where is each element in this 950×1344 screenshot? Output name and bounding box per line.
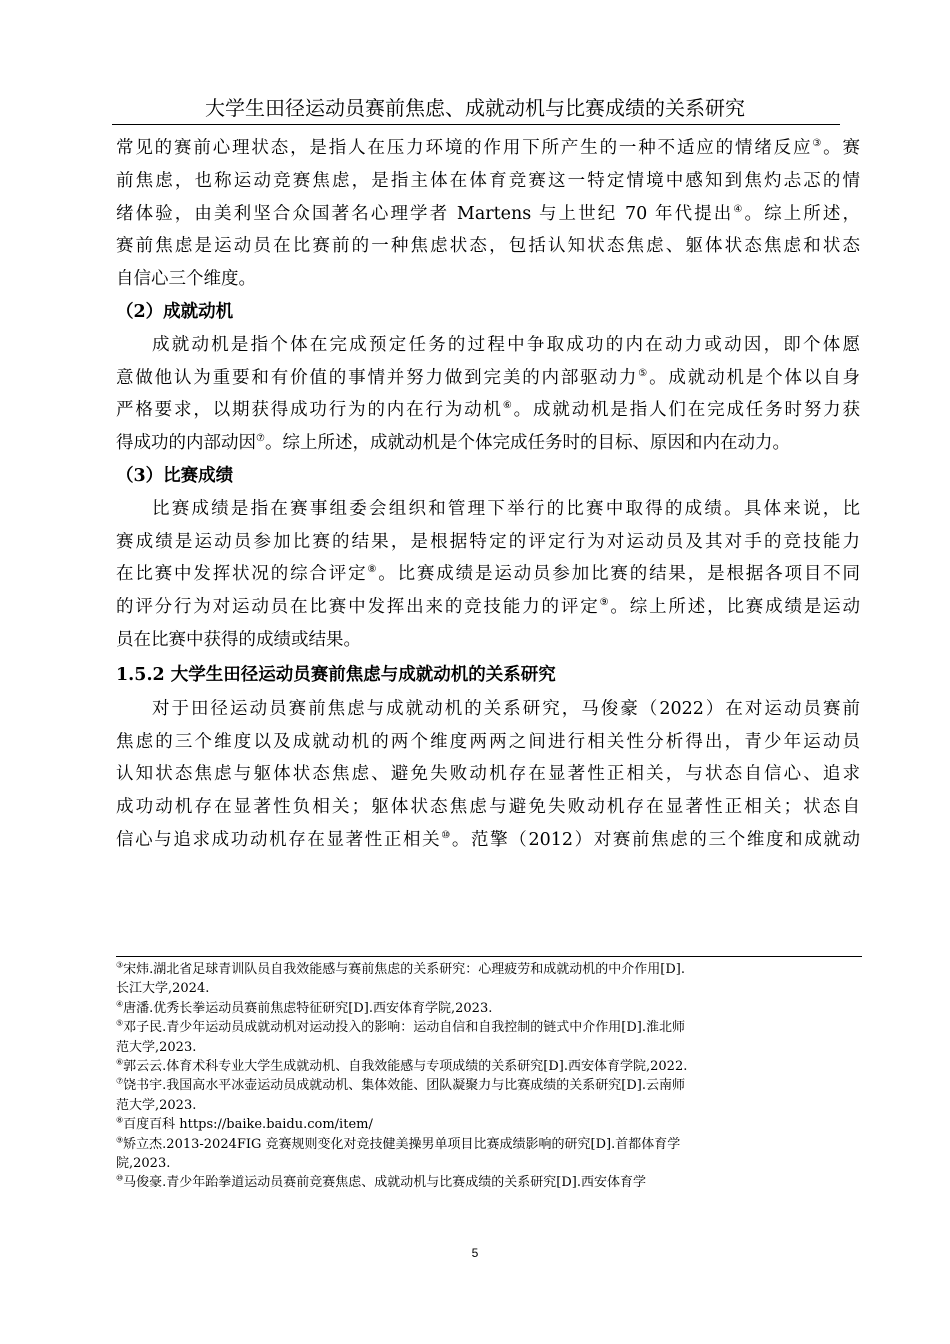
paragraph-line: 意做他认为重要和有价值的事情并努力做到完美的内部驱动力⑤。成就动机是个体以自身 xyxy=(116,367,861,388)
paragraph-line: 常见的赛前心理状态，是指人在压力环境的作用下所产生的一种不适应的情绪反应③。赛 xyxy=(116,138,860,158)
footnotes xyxy=(116,960,862,1193)
footnote-ref[interactable]: ⑥ xyxy=(502,400,514,412)
paragraph-line: 绪体验，由美利坚合众国著名心理学者 Martens 与上世纪 70 年代提出④。综上所述， xyxy=(116,203,861,224)
footnote-ref[interactable]: ⑩ xyxy=(441,830,452,842)
paragraph-line: 赛成绩是运动员参加比赛的结果，是根据特定的评定行为对运动员及其对手的竞技能力 xyxy=(116,531,860,552)
paragraph-line: 信心与追求成功动机存在显著性正相关⑩。范擎（2012）对赛前焦虑的三个维度和成就动 xyxy=(116,829,861,850)
footnote-item: ⑧百度百科 https://baike.baidu.com/item/ xyxy=(116,1115,373,1133)
footnote-ref[interactable]: ⑨ xyxy=(599,597,611,609)
footnote-item: ④唐潘.优秀长拳运动员赛前焦虑特征研究[D].西安体育学院,2023. xyxy=(116,999,493,1016)
paragraph-line: 自信心三个维度。 xyxy=(116,269,256,290)
footnote-item-continued: 范大学,2023. xyxy=(116,1039,197,1055)
footnote-item: ⑦饶书宇.我国高水平冰壶运动员成就动机、集体效能、团队凝聚力与比赛成绩的关系研究[D].云南师 xyxy=(116,1077,686,1094)
page-number: 5 xyxy=(471,1246,479,1260)
paragraph-line: 得成功的内部动因⑦。综上所述，成就动机是个体完成任务时的目标、原因和内在动力。 xyxy=(116,433,790,454)
footnote-divider xyxy=(116,956,862,957)
footnote-link[interactable]: 百度百科 https://baike.baidu.com/item/ xyxy=(123,1117,373,1133)
footnote-ref[interactable]: ③ xyxy=(812,138,824,150)
page-header-title: 大学生田径运动员赛前焦虑、成就动机与比赛成绩的关系研究 xyxy=(205,96,745,120)
footnote-ref[interactable]: ⑦ xyxy=(256,433,265,445)
footnote-item: ⑨矫立杰.2013-2024FIG 竞赛规则变化对竞技健美操男单项目比赛成绩影响的研究[D].首都体育学 xyxy=(116,1135,681,1152)
footnote-item-continued: 长江大学,2024. xyxy=(116,981,210,997)
footnote-item: ⑥郭云云.体育术科专业大学生成就动机、自我效能感与专项成绩的关系研究[D].西安体育学院,2022. xyxy=(116,1057,688,1074)
paragraph-line: 的评分行为对运动员在比赛中发挥出来的竞技能力的评定⑨。综上所述，比赛成绩是运动 xyxy=(116,597,861,618)
main-content xyxy=(116,132,860,857)
footnote-item: ⑤邓子民.青少年运动员成就动机对运动投入的影响：运动自信和自我控制的链式中介作用[D].淮北师 xyxy=(116,1018,686,1036)
subheading-achievement-motivation: （2）成就动机 xyxy=(116,301,234,322)
paragraph-line: 对于田径运动员赛前焦虑与成就动机的关系研究，马俊豪（2022）在对运动员赛前 xyxy=(152,698,860,719)
paragraph-line: 赛前焦虑是运动员在比赛前的一种焦虑状态，包括认知状态焦虑、躯体状态焦虑和状态 xyxy=(116,236,860,257)
footnote-item-continued: 院,2023. xyxy=(116,1155,171,1171)
footnote-item: ③宋炜.湖北省足球青训队员自我效能感与赛前焦虑的关系研究：心理疲劳和成就动机的中介作用[D]. xyxy=(116,960,686,977)
footnote-item-continued: 范大学,2023. xyxy=(116,1097,197,1113)
paragraph-line: 成就动机是指个体在完成预定任务的过程中争取成功的内在动力或动因，即个体愿 xyxy=(152,334,860,355)
paragraph-line: 认知状态焦虑与躯体状态焦虑、避免失败动机存在显著性正相关，与状态自信心、追求 xyxy=(116,764,860,785)
paragraph-line: 成功动机存在显著性负相关；躯体状态焦虑与避免失败动机存在显著性正相关；状态自 xyxy=(116,797,860,818)
paragraph-line: 在比赛中发挥状况的综合评定⑧。比赛成绩是运动员参加比赛的结果，是根据各项目不同 xyxy=(116,564,861,585)
footnote-ref[interactable]: ⑧ xyxy=(367,564,379,576)
footnote-ref[interactable]: ④ xyxy=(733,203,745,215)
paragraph-line: 比赛成绩是指在赛事组委会组织和管理下举行的比赛中取得的成绩。具体来说，比 xyxy=(152,498,860,519)
paragraph-line: 焦虑的三个维度以及成就动机的两个维度两两之间进行相关性分析得出，青少年运动员 xyxy=(116,731,860,752)
paragraph-line: 严格要求，以期获得成功行为的内在行为动机⑥。成就动机是指人们在完成任务时努力获 xyxy=(116,400,861,421)
footnote-ref[interactable]: ⑤ xyxy=(638,367,650,379)
section-heading-1-5-2: 1.5.2 大学生田径运动员赛前焦虑与成就动机的关系研究 xyxy=(116,664,556,685)
paragraph-line: 前焦虑，也称运动竞赛焦虑，是指主体在体育竞赛这一特定情境中感知到焦灼忐忑的情 xyxy=(116,170,860,191)
header-divider xyxy=(112,124,840,125)
subheading-competition-performance: （3）比赛成绩 xyxy=(116,465,234,486)
paragraph-line: 员在比赛中获得的成绩或结果。 xyxy=(116,629,361,650)
footnote-item: ⑩马俊豪.青少年跆拳道运动员赛前竞赛焦虑、成就动机与比赛成绩的关系研究[D].西安体育学 xyxy=(116,1173,647,1191)
